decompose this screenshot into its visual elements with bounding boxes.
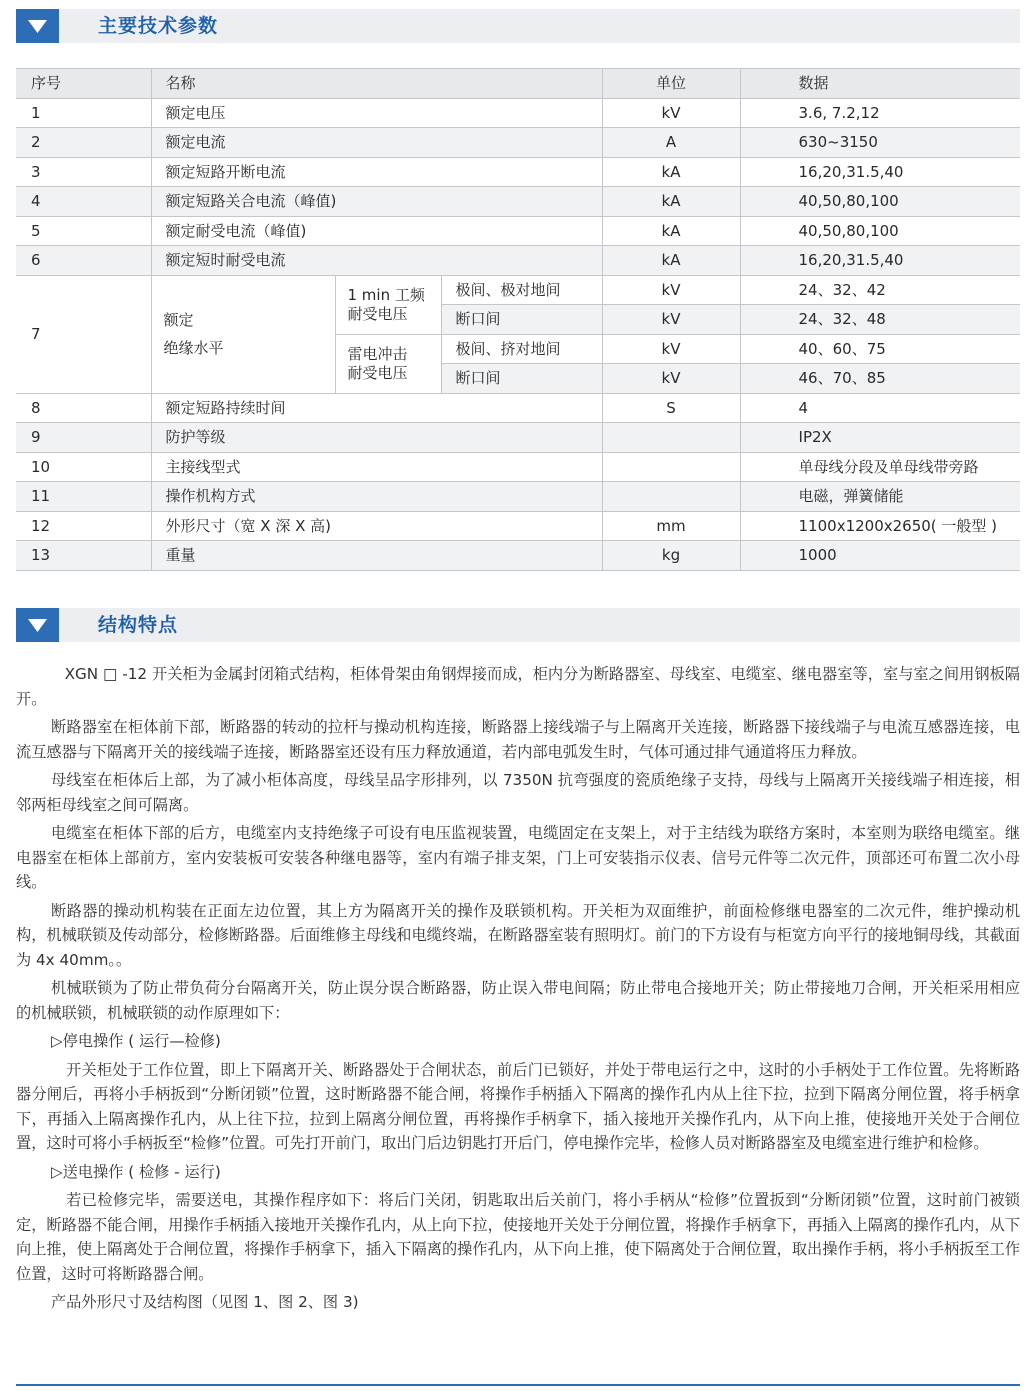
subheading: ▷送电操作 ( 检修 - 运行) — [50, 1162, 221, 1181]
cell-value: 1000 — [740, 541, 1020, 571]
cell-unit: kV — [602, 275, 740, 305]
cell-no: 11 — [16, 482, 151, 512]
cell-no: 6 — [16, 246, 151, 276]
structure-description — [16, 662, 1020, 1319]
cell-no: 10 — [16, 452, 151, 482]
group-label-line2: 耐受电压 — [347, 304, 408, 323]
table-row — [16, 246, 1020, 276]
table-row — [16, 452, 1020, 482]
cell-name: 额定电压 — [151, 98, 602, 128]
section-marker — [16, 608, 59, 642]
insulation-name-line1: 额定 — [163, 310, 194, 329]
cell-value: 4 — [740, 393, 1020, 423]
cell-name: 断口间 — [441, 364, 602, 394]
table-row — [16, 157, 1020, 187]
table-header-row — [16, 69, 1020, 99]
table-row — [16, 541, 1020, 571]
cell-unit: kV — [602, 364, 740, 394]
cell-group-label — [335, 275, 441, 334]
table-row-insulation — [16, 275, 1020, 305]
table-row — [16, 98, 1020, 128]
cell-unit: kA — [602, 246, 740, 276]
cell-name: 操作机构方式 — [151, 482, 602, 512]
cell-value: IP2X — [740, 423, 1020, 453]
paragraph: XGN □ -12 开关柜为金属封闭箱式结构，柜体骨架由角钢焊接而成，柜内分为断路器室、母线室、电缆室、继电器室等，室与室之间用钢板隔开。 — [16, 665, 1020, 708]
cell-name: 额定短路持续时间 — [151, 393, 602, 423]
cell-name: 额定短时耐受电流 — [151, 246, 602, 276]
cell-group-label — [335, 334, 441, 393]
triangle-down-icon — [28, 619, 47, 632]
cell-name: 极间、挤对地间 — [441, 334, 602, 364]
cell-unit: kV — [602, 98, 740, 128]
cell-no: 13 — [16, 541, 151, 571]
section-marker — [16, 9, 59, 43]
paragraph: 若已检修完毕，需要送电，其操作程序如下：将后门关闭，钥匙取出后关前门，将小手柄从“检修”位置扳到“分断闭锁”位置，这时前门被锁定，断路器不能合闸，用操作手柄插入接地开关操作孔内，从上向下拉，使接地开关处于分闸位置，将操作手柄拿下，再插入上隔离的操作孔内，从下向上推，使上隔离处于合闸位置，将操作手柄拿下，插入下隔离的操作孔内，从下向上推，使下隔离处于合闸位置，取出操作手柄，将小手柄扳至工作位置，这时可将断路器合闸。 — [16, 1191, 1020, 1283]
table-row — [16, 511, 1020, 541]
table-row — [16, 393, 1020, 423]
cell-no: 1 — [16, 98, 151, 128]
table-row — [16, 187, 1020, 217]
spec-table — [16, 68, 1020, 571]
cell-unit: kA — [602, 187, 740, 217]
header-name: 名称 — [151, 69, 602, 99]
cell-unit: kV — [602, 305, 740, 335]
paragraph: 断路器室在柜体前下部，断路器的转动的拉杆与操动机构连接，断路器上接线端子与上隔离开关连接，断路器下接线端子与电流互感器连接，电流互感器与下隔离开关的接线端子连接，断路器室还设有压力释放通道，若内部电弧发生时，气体可通过排气通道将压力释放。 — [16, 718, 1020, 761]
cell-value: 24、32、48 — [740, 305, 1020, 335]
cell-no: 4 — [16, 187, 151, 217]
paragraph: 断路器的操动机构装在正面左边位置，其上方为隔离开关的操作及联锁机构。开关柜为双面维护，前面检修继电器室的二次元件，维护操动机构，机械联锁及传动部分，检修断路器。后面维修主母线和电缆终端，在断路器室装有照明灯。前门的下方设有与柜宽方向平行的接地铜母线，其截面为 4x 40mm。。 — [16, 901, 1020, 969]
cell-name: 外形尺寸（宽 X 深 X 高) — [151, 511, 602, 541]
triangle-down-icon — [28, 20, 47, 33]
cell-no: 3 — [16, 157, 151, 187]
cell-unit: kA — [602, 216, 740, 246]
cell-unit: kV — [602, 334, 740, 364]
cell-value: 16,20,31.5,40 — [740, 246, 1020, 276]
cell-name: 防护等级 — [151, 423, 602, 453]
cell-value: 24、32、42 — [740, 275, 1020, 305]
subheading: ▷停电操作 ( 运行—检修) — [50, 1032, 221, 1050]
group-label-line1: 雷电冲击 — [347, 344, 408, 363]
cell-unit: mm — [602, 511, 740, 541]
cell-no: 9 — [16, 423, 151, 453]
group-label-line2: 耐受电压 — [347, 363, 408, 382]
group-label-line1: 1 min 工频 — [347, 285, 425, 304]
section-header-specs — [16, 9, 1020, 43]
paragraph: 机械联锁为了防止带负荷分台隔离开关，防止误分误合断路器，防止误入带电间隔；防止带电合接地开关；防止带接地刀合闸，开关柜采用相应的机械联锁，机械联锁的动作原理如下： — [16, 979, 1020, 1022]
header-value: 数据 — [740, 69, 1020, 99]
section-title: 结构特点 — [98, 614, 179, 636]
cell-name: 额定短路关合电流（峰值) — [151, 187, 602, 217]
cell-value: 40、60、75 — [740, 334, 1020, 364]
cell-name: 极间、极对地间 — [441, 275, 602, 305]
cell-value: 1100x1200x2650( 一般型 ) — [740, 511, 1020, 541]
table-row — [16, 216, 1020, 246]
cell-no: 2 — [16, 128, 151, 158]
cell-no: 5 — [16, 216, 151, 246]
header-no: 序号 — [16, 69, 151, 99]
table-row — [16, 128, 1020, 158]
cell-name: 额定短路开断电流 — [151, 157, 602, 187]
cell-value: 40,50,80,100 — [740, 216, 1020, 246]
cell-name: 断口间 — [441, 305, 602, 335]
cell-value: 3.6, 7.2,12 — [740, 98, 1020, 128]
paragraph: 产品外形尺寸及结构图（见图 1、图 2、图 3) — [50, 1293, 359, 1311]
cell-name: 额定耐受电流（峰值) — [151, 216, 602, 246]
cell-unit: A — [602, 128, 740, 158]
cell-name: 重量 — [151, 541, 602, 571]
paragraph: 母线室在柜体后上部，为了减小柜体高度，母线呈品字形排列，以 7350N 抗弯强度的瓷质绝缘子支持，母线与上隔离开关接线端子相连接，相邻两柜母线室之间可隔离。 — [16, 771, 1020, 814]
section-title: 主要技术参数 — [98, 15, 219, 37]
cell-no: 8 — [16, 393, 151, 423]
section-header-structure — [16, 608, 1020, 642]
cell-unit — [602, 452, 740, 482]
cell-value: 630~3150 — [740, 128, 1020, 158]
cell-value: 电磁，弹簧储能 — [740, 482, 1020, 512]
cell-name: 主接线型式 — [151, 452, 602, 482]
cell-unit — [602, 482, 740, 512]
insulation-name-line2: 绝缘水平 — [163, 338, 224, 357]
cell-unit: S — [602, 393, 740, 423]
cell-unit — [602, 423, 740, 453]
cell-insulation-name — [151, 275, 335, 393]
table-row — [16, 482, 1020, 512]
cell-no: 12 — [16, 511, 151, 541]
table-row — [16, 423, 1020, 453]
cell-value: 40,50,80,100 — [740, 187, 1020, 217]
cell-value: 46、70、85 — [740, 364, 1020, 394]
paragraph: 开关柜处于工作位置，即上下隔离开关、断路器处于合闸状态，前后门已锁好，并处于带电运行之中，这时的小手柄处于工作位置。先将断路器分闸后，再将小手柄扳到“分断闭锁”位置，这时断路器不能合闸，将操作手柄插入下隔离的操作孔内从上往下拉，拉到下隔离分闸位置，将手柄拿下，再插入上隔离操作孔内，从上往下拉，拉到上隔离分闸位置，再将操作手柄拿下，插入接地开关操作孔内，从下向上推，使接地开关处于合闸位置，这时可将小手柄扳至“检修”位置。可先打开前门，取出门后边钥匙打开后门，停电操作完毕，检修人员对断路器室及电缆室进行维护和检修。 — [16, 1060, 1020, 1152]
cell-value: 单母线分段及单母线带旁路 — [740, 452, 1020, 482]
bottom-divider — [16, 1384, 1020, 1386]
cell-unit: kA — [602, 157, 740, 187]
paragraph: 电缆室在柜体下部的后方，电缆室内支持绝缘子可设有电压监视装置，电缆固定在支架上，对于主结线为联络方案时，本室则为联络电缆室。继电器室在柜体上部前方，室内安装板可安装各种继电器等，室内有端子排支架，门上可安装指示仪表、信号元件等二次元件，顶部还可布置二次小母线。 — [16, 824, 1020, 891]
cell-unit: kg — [602, 541, 740, 571]
header-unit: 单位 — [602, 69, 740, 99]
cell-value: 16,20,31.5,40 — [740, 157, 1020, 187]
cell-no: 7 — [16, 275, 151, 393]
cell-name: 额定电流 — [151, 128, 602, 158]
